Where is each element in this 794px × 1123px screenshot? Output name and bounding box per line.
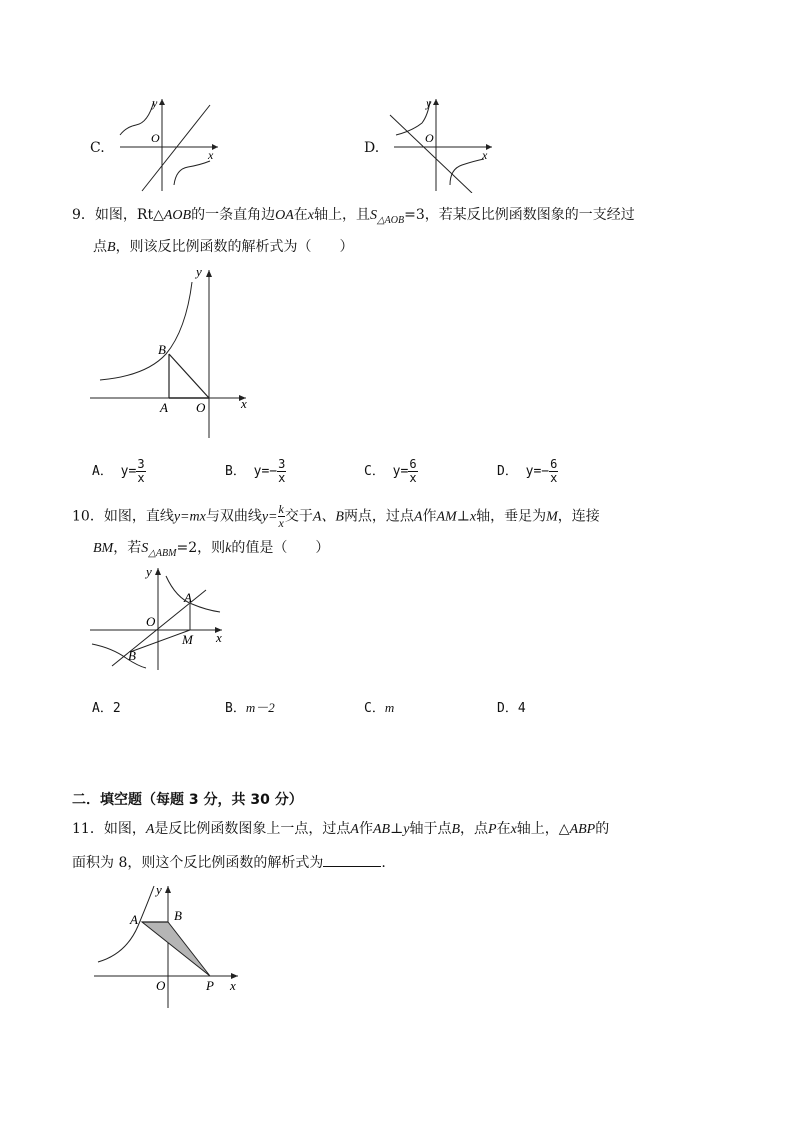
y-axis-label: y	[196, 264, 202, 279]
segment-BM	[130, 630, 190, 652]
point-A-label: A	[184, 590, 192, 605]
hyperbola-branch-upper	[396, 101, 430, 135]
x-axis-label: x	[208, 148, 214, 162]
option-c[interactable]	[90, 95, 230, 195]
y-axis-label: y	[146, 564, 152, 579]
q11-number: 11．	[72, 821, 104, 837]
fraction: $\frac{3}{x}$	[137, 457, 145, 485]
q9-number: 9．	[72, 207, 95, 223]
hyperbola-branch-lower	[174, 161, 210, 185]
q9-option-c[interactable]: C． y= $\frac{6}{x}$	[364, 457, 417, 485]
fraction: $\frac{k}{x}$	[278, 502, 284, 530]
hyperbola-branch-lower	[450, 159, 484, 185]
q9-figure	[86, 262, 256, 442]
segment-BO	[169, 354, 209, 398]
q10-line1: 10．如图，直线y=mx与双曲线y= $\frac{k}{x}$ 交于A、B两点，过点A作AM⊥x轴，垂足为M，连接	[72, 502, 600, 530]
x-axis-label: x	[241, 396, 247, 411]
point-P-label: P	[206, 978, 214, 993]
q11-figure	[86, 880, 246, 1010]
origin-label: O	[425, 131, 434, 145]
option-d[interactable]	[364, 95, 504, 195]
option-c-label: C.	[90, 140, 105, 156]
hyperbola-branch-upper	[120, 101, 154, 135]
point-B-label: B	[158, 342, 166, 357]
origin-label: O	[146, 614, 156, 629]
y-axis-label: y	[152, 96, 158, 110]
origin-label: O	[196, 400, 206, 415]
point-A-label: A	[160, 400, 168, 415]
origin-label: O	[156, 978, 166, 993]
fraction: $\frac{6}{x}$	[550, 457, 558, 485]
point-M-label: M	[182, 632, 193, 647]
x-axis-label: x	[482, 148, 488, 162]
q11-line1: 11．如图，A是反比例函数图象上一点，过点A作AB⊥y轴于点B，点P在x轴上，△ABP的	[72, 821, 610, 837]
q10-option-c[interactable]: C．m	[364, 700, 395, 716]
q9-option-b[interactable]: B． y=− $\frac{3}{x}$	[225, 457, 286, 485]
q10-line2: BM，若$S_{\triangle ABM}=2$，则k的值是（ ）	[93, 540, 330, 559]
point-B-label: B	[128, 648, 136, 663]
option-d-label: D.	[364, 140, 380, 156]
point-B-label: B	[174, 908, 182, 923]
x-axis-label: x	[216, 630, 222, 645]
option-d-graph	[388, 95, 498, 193]
q9-line1: 9．如图，Rt△AOB的一条直角边OA在x轴上，且$S_{\triangle AOB}=3$，若某反比例函数图象的一支经过	[72, 207, 635, 226]
y-axis-label: y	[426, 96, 432, 110]
point-A-label: A	[130, 912, 138, 927]
q10-figure	[86, 562, 236, 672]
hyperbola-branch	[100, 282, 192, 380]
straight-line	[390, 115, 472, 193]
q10-option-a[interactable]: A．2	[92, 701, 121, 716]
hyperbola-branch-upper	[166, 576, 220, 612]
q9-line2: 点B，则该反比例函数的解析式为（ ）	[93, 239, 354, 255]
hyperbola-branch-lower	[92, 644, 146, 668]
q11-line2: 面积为 8，则这个反比例函数的解析式为 .	[72, 852, 386, 872]
y-axis-label: y	[156, 882, 162, 897]
q9-option-a[interactable]: A． y= $\frac{3}{x}$	[92, 457, 145, 485]
triangle-ABP	[142, 922, 210, 976]
q10-number: 10．	[72, 508, 104, 525]
q10-option-d[interactable]: D．4	[497, 701, 526, 716]
option-c-graph	[114, 95, 224, 193]
section-heading: 二．填空题（每题 3 分，共 30 分）	[72, 792, 303, 808]
x-axis-label: x	[230, 978, 236, 993]
q9-option-d[interactable]: D． y=− $\frac{6}{x}$	[497, 457, 558, 485]
origin-label: O	[151, 131, 160, 145]
fraction: $\frac{6}{x}$	[409, 457, 417, 485]
q10-option-b[interactable]: B．m－2	[225, 700, 275, 716]
answer-blank[interactable]	[323, 852, 381, 867]
fraction: $\frac{3}{x}$	[278, 457, 286, 485]
